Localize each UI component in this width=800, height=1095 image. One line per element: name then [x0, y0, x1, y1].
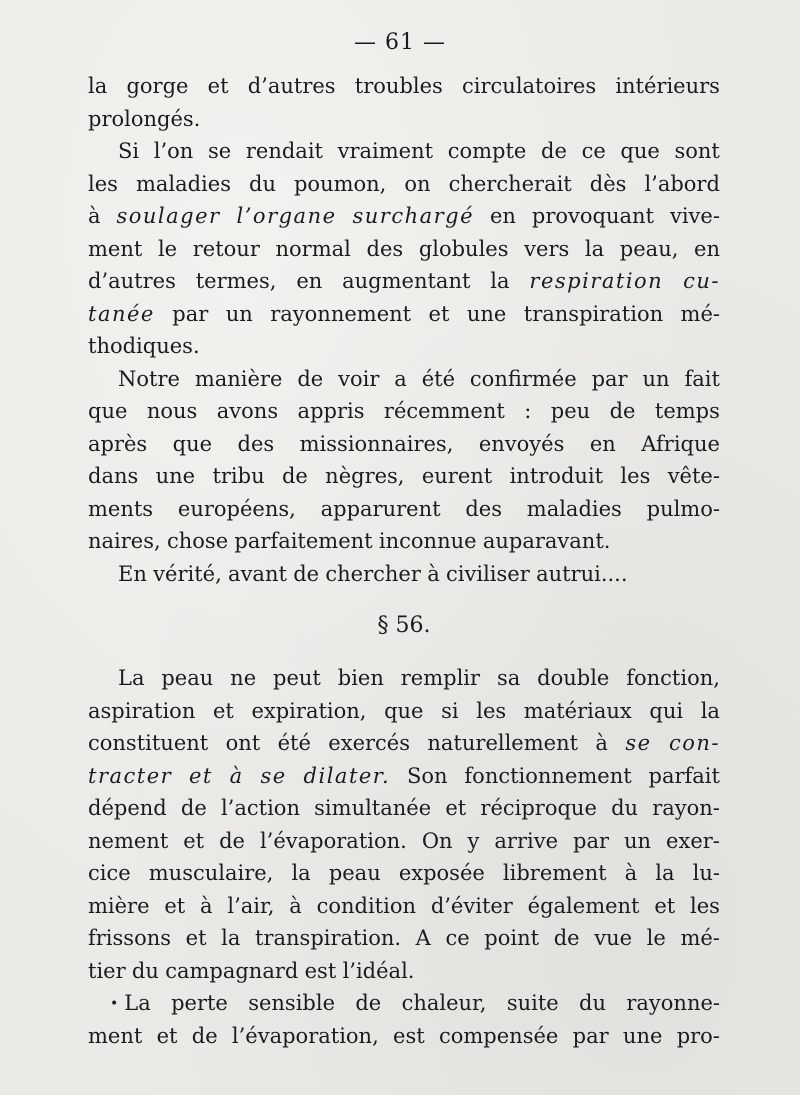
word: temps: [654, 399, 720, 423]
word: :: [524, 399, 532, 423]
text-line: [88, 428, 720, 461]
word: de: [553, 926, 580, 950]
word: confirmée: [469, 366, 577, 391]
word: et: [212, 698, 234, 723]
word: parfaitement: [234, 529, 373, 553]
word: à: [88, 204, 101, 228]
word: Afrique: [641, 431, 720, 456]
word: peu: [550, 399, 591, 423]
word: de: [297, 366, 324, 391]
word: le: [646, 926, 666, 950]
word: provoquant: [531, 204, 654, 228]
word: à: [200, 893, 213, 918]
word: compensée: [438, 1023, 559, 1048]
word: l’évaporation,: [231, 1023, 379, 1048]
word: qui: [649, 698, 684, 723]
text-line: [88, 135, 720, 168]
word: a: [394, 366, 407, 391]
word: intérieurs: [615, 74, 720, 98]
word: la: [655, 861, 675, 885]
word: augmentant: [342, 269, 471, 293]
word: l’action: [220, 796, 300, 820]
word: l’organe: [236, 204, 337, 228]
word: la: [88, 74, 108, 98]
word: exposée: [398, 861, 485, 885]
text-line: [88, 890, 720, 923]
word: et: [654, 893, 676, 918]
text-line: [88, 987, 720, 1020]
text-line: [88, 922, 720, 955]
word: de: [219, 828, 245, 853]
word: un: [225, 301, 253, 326]
word: de: [355, 991, 382, 1015]
word: thodiques.: [88, 334, 200, 358]
word: missionnaires,: [299, 431, 454, 456]
bullet-mark: •: [110, 996, 119, 1013]
word: vive-: [669, 204, 720, 228]
word: La: [118, 666, 145, 690]
word: à: [624, 861, 638, 885]
word: circulatoires: [462, 74, 597, 98]
word: d’autres: [88, 269, 176, 293]
word: vers: [524, 236, 570, 261]
word: transpiration: [523, 301, 664, 326]
word: été: [421, 366, 456, 391]
word: autrui....: [536, 561, 628, 586]
word: et: [156, 1023, 178, 1048]
word: du: [611, 796, 639, 820]
word: de: [541, 139, 567, 163]
word: l’idéal.: [342, 958, 415, 983]
word: termes,: [195, 269, 277, 293]
word: du: [249, 171, 276, 196]
word: appris: [297, 399, 365, 423]
word: après: [88, 431, 148, 456]
word: musculaire,: [148, 861, 274, 885]
word: chercher: [325, 561, 421, 586]
word: fait: [684, 366, 720, 391]
word: que: [384, 698, 424, 723]
word: chaleur,: [401, 991, 487, 1015]
word: la: [700, 698, 720, 723]
text-line: [88, 727, 720, 760]
word: la: [221, 926, 241, 950]
word: y: [467, 828, 480, 853]
word: chose: [166, 529, 229, 553]
paragraph: [88, 662, 720, 987]
text-line: [88, 265, 720, 298]
word: sont: [674, 139, 720, 163]
word: et: [428, 301, 450, 326]
text-line: [88, 792, 720, 825]
word: soulager: [116, 204, 221, 228]
word: ne: [230, 666, 257, 690]
word: des: [366, 236, 404, 261]
word: avant: [228, 561, 287, 586]
text-line: [88, 460, 720, 493]
word: par: [591, 366, 628, 391]
word: que: [88, 399, 128, 423]
word: chercherait: [448, 171, 572, 196]
word: et: [188, 763, 213, 788]
word: A: [415, 926, 431, 950]
word: les: [620, 464, 651, 488]
page-number: — 61 —: [354, 30, 446, 55]
word: peau: [328, 861, 381, 885]
word: nègres,: [325, 464, 405, 488]
word: manière: [194, 366, 283, 391]
word: se: [625, 731, 652, 755]
text-line: [88, 760, 720, 793]
word: de: [180, 796, 207, 820]
word: mé-: [680, 926, 720, 950]
word: si: [441, 698, 459, 723]
word: exer-: [666, 828, 720, 853]
word: et: [164, 893, 186, 918]
text-line: [88, 955, 720, 988]
word: dès: [589, 171, 627, 196]
text-line: [88, 525, 720, 558]
word: du: [131, 958, 159, 983]
word: mé-: [680, 301, 720, 326]
word: rayon-: [652, 796, 720, 820]
paragraph: [88, 363, 720, 558]
word: normal: [275, 236, 351, 261]
word: une: [466, 301, 507, 326]
text-line: [88, 662, 720, 695]
word: et: [207, 74, 229, 98]
word: l’on: [153, 139, 194, 163]
word: la: [584, 236, 605, 261]
word: nous: [146, 399, 198, 423]
word: tier: [88, 958, 126, 983]
word: suite: [506, 991, 559, 1015]
word: récemment: [383, 399, 505, 423]
word: troubles: [354, 74, 443, 98]
word: rendait: [245, 139, 323, 163]
word: campagnard: [165, 958, 299, 983]
word: pulmo-: [646, 496, 720, 521]
word: poumon,: [293, 171, 387, 196]
word: un: [642, 366, 670, 391]
word: mière: [88, 893, 150, 918]
word: vraiment: [337, 139, 434, 163]
word: peau,: [619, 236, 679, 261]
word: l’évaporation.: [259, 828, 407, 853]
word: ce: [445, 926, 470, 950]
text-line: [88, 1020, 720, 1053]
word: simultanée: [314, 796, 432, 820]
word: ont: [225, 731, 261, 755]
word: Notre: [118, 366, 180, 391]
word: en: [694, 236, 720, 261]
word: transpiration.: [255, 926, 402, 950]
word: envoyés: [478, 431, 565, 456]
word: Si: [118, 139, 140, 163]
word: perte: [171, 991, 228, 1015]
text-line: [88, 395, 720, 428]
word: dépend: [88, 796, 167, 820]
word: inconnue: [378, 529, 477, 553]
word: que: [172, 431, 213, 456]
word: à: [427, 561, 440, 586]
word: civiliser: [446, 561, 530, 586]
word: nement: [88, 828, 169, 853]
text-line: [88, 493, 720, 526]
word: prolongés.: [88, 106, 201, 131]
word: la: [291, 861, 311, 885]
word: naturellement: [427, 731, 579, 755]
word: arrive: [494, 828, 559, 853]
word: en: [490, 204, 516, 228]
word: de: [191, 1023, 218, 1048]
word: dilater.: [303, 763, 391, 788]
word: et: [185, 926, 207, 950]
word: fonction,: [626, 666, 720, 690]
word: bien: [337, 666, 384, 690]
word: européens,: [177, 496, 296, 521]
word: apparurent: [320, 496, 441, 521]
word: vête-: [667, 464, 720, 488]
word: d’autres: [247, 74, 336, 98]
word: point: [484, 926, 540, 950]
word: condition: [316, 893, 416, 918]
word: réciproque: [480, 796, 597, 820]
word: par: [573, 828, 610, 853]
word: vue: [594, 926, 633, 950]
word: une: [155, 464, 196, 488]
word: rayonne-: [626, 991, 720, 1015]
section-heading: § 56.: [377, 613, 431, 638]
word: On: [421, 828, 453, 853]
word: on: [404, 171, 431, 196]
text-line: [88, 825, 720, 858]
text-line: [88, 363, 720, 396]
word: un: [624, 828, 652, 853]
text-line: [88, 70, 720, 103]
word: globules: [418, 236, 509, 261]
word: avons: [216, 399, 279, 423]
word: vérité,: [153, 561, 222, 586]
word: est: [304, 958, 337, 983]
word: peau: [161, 666, 214, 690]
word: matériaux: [523, 698, 632, 723]
word: expiration,: [251, 698, 367, 723]
word: sensible: [248, 991, 336, 1015]
word: aspiration: [88, 698, 196, 723]
word: tracter: [88, 763, 173, 788]
paragraph: [88, 987, 720, 1052]
word: con-: [668, 731, 720, 755]
word: les: [690, 893, 720, 918]
word: compte: [447, 139, 527, 163]
word: par: [172, 301, 209, 326]
word: fonctionnement: [464, 763, 632, 788]
text-line: [88, 558, 720, 591]
word: sa: [496, 666, 521, 690]
text-line: [88, 695, 720, 728]
word: auparavant.: [482, 529, 611, 553]
word: peut: [273, 666, 321, 690]
word: se: [207, 139, 232, 163]
word: voir: [338, 366, 380, 391]
word: En: [118, 561, 147, 586]
word: des: [237, 431, 275, 456]
word: à: [229, 763, 244, 788]
word: le: [157, 236, 178, 261]
word: tanée: [88, 301, 155, 326]
word: ce: [581, 139, 606, 163]
paragraph: [88, 70, 720, 135]
word: gorge: [126, 74, 189, 98]
word: lu-: [692, 861, 720, 885]
text-line: [88, 233, 720, 266]
text-line: [88, 200, 720, 233]
word: été: [277, 731, 311, 755]
word: que: [620, 139, 660, 163]
paragraph: [88, 135, 720, 363]
word: les: [88, 171, 118, 196]
word: dans: [88, 464, 139, 488]
word: à: [595, 731, 608, 755]
word: surchargé: [352, 204, 475, 228]
word: par: [572, 1023, 609, 1048]
word: double: [537, 666, 610, 690]
word: naires,: [88, 529, 161, 553]
word: ment: [88, 236, 143, 261]
word: l’air,: [227, 893, 275, 918]
word: maladies: [135, 171, 231, 196]
word: constituent: [88, 731, 209, 755]
word: maladies: [526, 496, 622, 521]
word: ment: [88, 1023, 143, 1048]
word: rayonnement: [270, 301, 412, 326]
paragraph: [88, 558, 720, 591]
word: librement: [502, 861, 607, 885]
text-line: [88, 103, 720, 136]
text-line: [88, 330, 720, 363]
bullet-wrap: [110, 987, 151, 1020]
word: pro-: [676, 1023, 720, 1048]
word: cu-: [683, 269, 720, 293]
word: une: [622, 1023, 663, 1048]
word: à: [289, 893, 302, 918]
word: en: [589, 431, 616, 456]
word: cice: [88, 861, 131, 885]
word: l’abord: [644, 171, 720, 196]
word: également: [527, 893, 640, 918]
word: exercés: [328, 731, 410, 755]
word: introduit: [509, 464, 604, 488]
text-line: [88, 298, 720, 331]
word: de: [293, 561, 320, 586]
word: eurent: [421, 464, 493, 488]
word: de: [281, 464, 308, 488]
word: et: [183, 828, 205, 853]
word: la: [490, 269, 510, 293]
word: tribu: [212, 464, 265, 488]
word: frissons: [88, 926, 172, 950]
word: de: [609, 399, 636, 423]
word: respiration: [529, 269, 664, 293]
word: et: [445, 796, 467, 820]
word: du: [579, 991, 607, 1015]
body-text: [88, 70, 720, 1052]
text-line: [88, 857, 720, 890]
word: est: [393, 1023, 425, 1048]
word: se: [260, 763, 287, 788]
word: d’éviter: [430, 893, 513, 918]
word: ments: [88, 496, 154, 521]
word: remplir: [400, 666, 481, 690]
word: La: [124, 991, 151, 1015]
word: en: [296, 269, 323, 293]
word: retour: [192, 236, 260, 261]
word: Son: [407, 763, 448, 788]
word: les: [476, 698, 507, 723]
text-line: [88, 168, 720, 201]
word: parfait: [648, 763, 720, 788]
word: des: [465, 496, 502, 521]
